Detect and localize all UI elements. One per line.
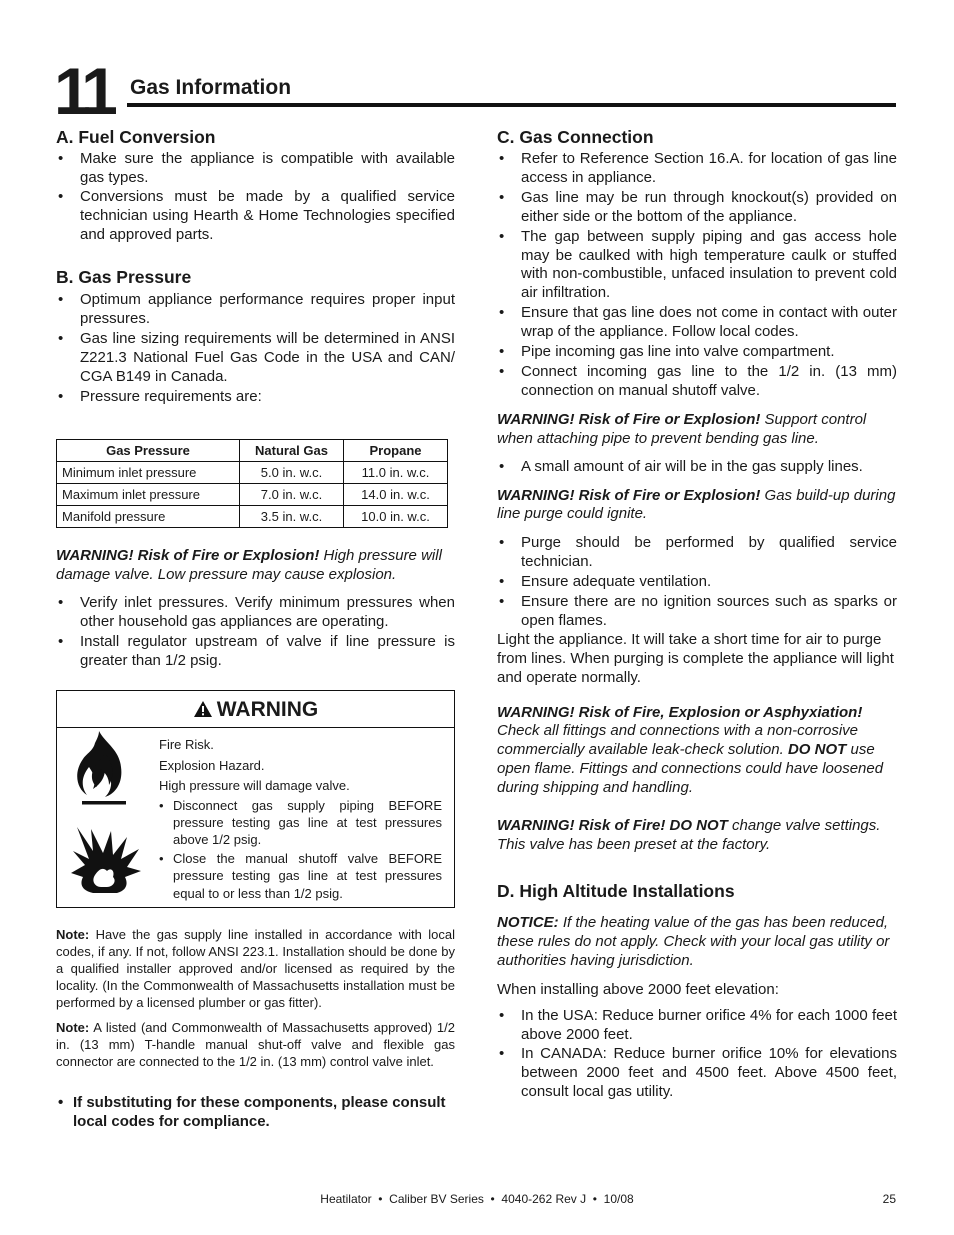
list-item: • Ensure that gas line does not come in contact with outer wrap of the appliance. Follow local codes. bbox=[497, 304, 897, 342]
pressure-check-list bbox=[56, 594, 455, 671]
table-cell: 3.5 in. w.c. bbox=[240, 506, 344, 528]
table-cell: 5.0 in. w.c. bbox=[240, 462, 344, 484]
list-item: • Refer to Reference Section 16.A. for location of gas line access in appliance. bbox=[497, 150, 897, 188]
column-header: Propane bbox=[344, 440, 448, 462]
note-text: A listed (and Commonwealth of Massachusetts approved) 1/2 in. (13 mm) T-handle manual shut-off valve and flexible gas connector are connected to the 1/2 in. (13 mm) control valve inlet. bbox=[56, 1020, 455, 1069]
list-item: • In CANADA: Reduce burner orifice 10% for elevations between 2000 feet and 4500 feet. Above 4500 feet, consult local gas utility. bbox=[497, 1045, 897, 1102]
list-item: • Conversions must be made by a qualified service technician using Hearth & Home Technologies specified and approved parts. bbox=[56, 188, 455, 245]
gas-connection-heading: C. Gas Connection bbox=[497, 127, 654, 147]
table-cell: Minimum inlet pressure bbox=[57, 462, 240, 484]
notice-body: If the heating value of the gas has been reduced, these rules do not apply. Check with your local gas utility or authorities having jurisdiction. bbox=[497, 914, 890, 969]
notes-section bbox=[56, 926, 455, 1070]
pressure-warning bbox=[56, 547, 455, 585]
note-label: Note: bbox=[56, 1020, 90, 1035]
notice-label: NOTICE: bbox=[497, 914, 559, 931]
footer-text: Heatilator • Caliber BV Series • 4040-262 Rev J • 10/08 bbox=[320, 1192, 634, 1206]
warning-triangle-icon bbox=[193, 700, 213, 718]
warning-line: Explosion Hazard. bbox=[159, 757, 265, 773]
list-item: • Connect incoming gas line to the 1/2 in. (13 mm) connection on manual shutoff valve. bbox=[497, 363, 897, 401]
warning-box-header bbox=[57, 691, 454, 728]
list-item: • In the USA: Reduce burner orifice 4% for each 1000 feet above 2000 feet. bbox=[497, 1007, 897, 1045]
list-item: • Verify inlet pressures. Verify minimum pressures when other household gas appliances are operating. bbox=[56, 594, 455, 632]
warning-label: WARNING! Risk of Fire or Explosion! bbox=[56, 547, 320, 564]
note-text: Have the gas supply line installed in accordance with local codes, if any. If not, follow ANSI 223.1. Installation should be done by a qualified installer approved and/or licensed as required by the locality. (In the Commonwealth of Massachusetts installation must be performed by a licensed plumber or gas fitter). bbox=[56, 927, 455, 1010]
list-item: • Ensure there are no ignition sources such as sparks or open flames. bbox=[497, 593, 897, 631]
chapter-number: 11 bbox=[54, 54, 112, 128]
gas-pressure-table bbox=[56, 439, 448, 528]
warning-text: change valve settings. This valve has been preset at the factory. bbox=[497, 817, 881, 853]
gas-pressure-heading: B. Gas Pressure bbox=[56, 267, 192, 287]
compliance-list bbox=[56, 1094, 455, 1132]
leak-check-warning bbox=[497, 704, 897, 799]
table-cell: Maximum inlet pressure bbox=[57, 484, 240, 506]
high-altitude-section bbox=[497, 880, 897, 1102]
list-item: • Install regulator upstream of valve if line pressure is greater than 1/2 psig. bbox=[56, 633, 455, 671]
note-paragraph bbox=[56, 1019, 455, 1070]
high-altitude-heading: D. High Altitude Installations bbox=[497, 881, 735, 901]
list-item: • Optimum appliance performance requires proper input pressures. bbox=[56, 291, 455, 329]
gas-connection-section bbox=[497, 126, 897, 855]
table-cell: 11.0 in. w.c. bbox=[344, 462, 448, 484]
table-row bbox=[57, 506, 448, 528]
air-note-list bbox=[497, 458, 897, 477]
compliance-note-section bbox=[56, 1094, 455, 1132]
explosion-hazard-icon bbox=[71, 825, 141, 895]
altitude-list bbox=[497, 1007, 897, 1103]
warning-label: WARNING! Risk of Fire! DO NOT bbox=[497, 817, 728, 835]
table-row bbox=[57, 462, 448, 484]
chapter-title: Gas Information bbox=[130, 76, 292, 99]
pressure-warning-section bbox=[56, 547, 455, 670]
warning-box-title: WARNING bbox=[216, 698, 319, 721]
warning-label: WARNING! Risk of Fire, Explosion or Asphyxiation! bbox=[497, 703, 863, 721]
list-item: • Pressure requirements are: bbox=[56, 388, 455, 407]
fuel-conversion-list bbox=[56, 150, 455, 245]
warning-line: Fire Risk. bbox=[159, 737, 214, 752]
note-label: Note: bbox=[56, 927, 90, 942]
table-header-row bbox=[57, 440, 448, 462]
warning-text: Support control when attaching pipe to prevent bending gas line. bbox=[497, 410, 867, 447]
warning-box bbox=[56, 690, 455, 908]
list-item: • A small amount of air will be in the gas supply lines. bbox=[497, 458, 897, 477]
header-rule bbox=[127, 103, 896, 107]
gas-pressure-list bbox=[56, 291, 455, 406]
list-item: • The gap between supply piping and gas access hole may be caulked with high temperature caulk or stuffed with non-combustible, unfaced insulation to prevent cold air infiltration. bbox=[497, 228, 897, 304]
fuel-conversion-heading: A. Fuel Conversion bbox=[56, 127, 216, 147]
gas-pressure-section bbox=[56, 266, 455, 406]
gas-connection-list bbox=[497, 150, 897, 401]
table-row bbox=[57, 484, 448, 506]
table-cell: 14.0 in. w.c. bbox=[344, 484, 448, 506]
table-cell: 7.0 in. w.c. bbox=[240, 484, 344, 506]
warning-text: Gas build-up during line purge could ignite. bbox=[497, 486, 896, 523]
note-paragraph bbox=[56, 926, 455, 1011]
column-header: Natural Gas bbox=[240, 440, 344, 462]
list-item: • Ensure adequate ventilation. bbox=[497, 573, 897, 592]
warning-label: WARNING! Risk of Fire or Explosion! bbox=[497, 410, 761, 428]
list-item: • Make sure the appliance is compatible with available gas types. bbox=[56, 150, 455, 188]
table-cell: 10.0 in. w.c. bbox=[344, 506, 448, 528]
light-appliance-text: Light the appliance. It will take a short time for air to purge from lines. When purging is complete the appliance will light and operate normally. bbox=[497, 630, 894, 686]
list-item: • Disconnect gas supply piping BEFORE pressure testing gas line at test pressures above 1/2 psig. bbox=[159, 797, 442, 849]
column-header: Gas Pressure bbox=[57, 440, 240, 462]
support-warning bbox=[497, 411, 897, 449]
compliance-note: • If substituting for these components, please consult local codes for compliance. bbox=[56, 1094, 455, 1132]
valve-settings-warning bbox=[497, 817, 897, 855]
warning-text: use open flame. Fittings and connections could have loosened during shipping and handling. bbox=[497, 741, 884, 797]
warning-emphasis: DO NOT bbox=[787, 741, 847, 759]
notice-text bbox=[497, 914, 897, 971]
list-item: • Gas line may be run through knockout(s) provided on either side or the bottom of the appliance. bbox=[497, 189, 897, 227]
warning-box-text bbox=[159, 735, 442, 902]
fuel-conversion-section bbox=[56, 126, 455, 245]
warning-text: High pressure will damage valve. Low pressure may cause explosion. bbox=[56, 547, 442, 583]
list-item: • Close the manual shutoff valve BEFORE pressure testing gas line at test pressures equal to or less than 1/2 psig. bbox=[159, 850, 442, 902]
fire-hazard-icon bbox=[75, 729, 133, 809]
warning-label: WARNING! Risk of Fire or Explosion! bbox=[497, 486, 761, 504]
purge-list bbox=[497, 534, 897, 631]
list-item: • Pipe incoming gas line into valve compartment. bbox=[497, 343, 897, 362]
list-item: • Purge should be performed by qualified service technician. bbox=[497, 534, 897, 572]
purge-warning bbox=[497, 487, 897, 525]
page-number: 25 bbox=[882, 1192, 896, 1206]
list-item: • Gas line sizing requirements will be determined in ANSI Z221.3 National Fuel Gas Code in the USA and CAN/ CGA B149 in Canada. bbox=[56, 330, 455, 387]
table-cell: Manifold pressure bbox=[57, 506, 240, 528]
warning-line: High pressure will damage valve. bbox=[159, 778, 350, 793]
altitude-intro: When installing above 2000 feet elevation: bbox=[497, 980, 779, 998]
warning-box-list bbox=[159, 797, 442, 902]
warning-text: Check all fittings and connections with a non-corrosive commercially available leak-check solution. bbox=[497, 722, 859, 759]
